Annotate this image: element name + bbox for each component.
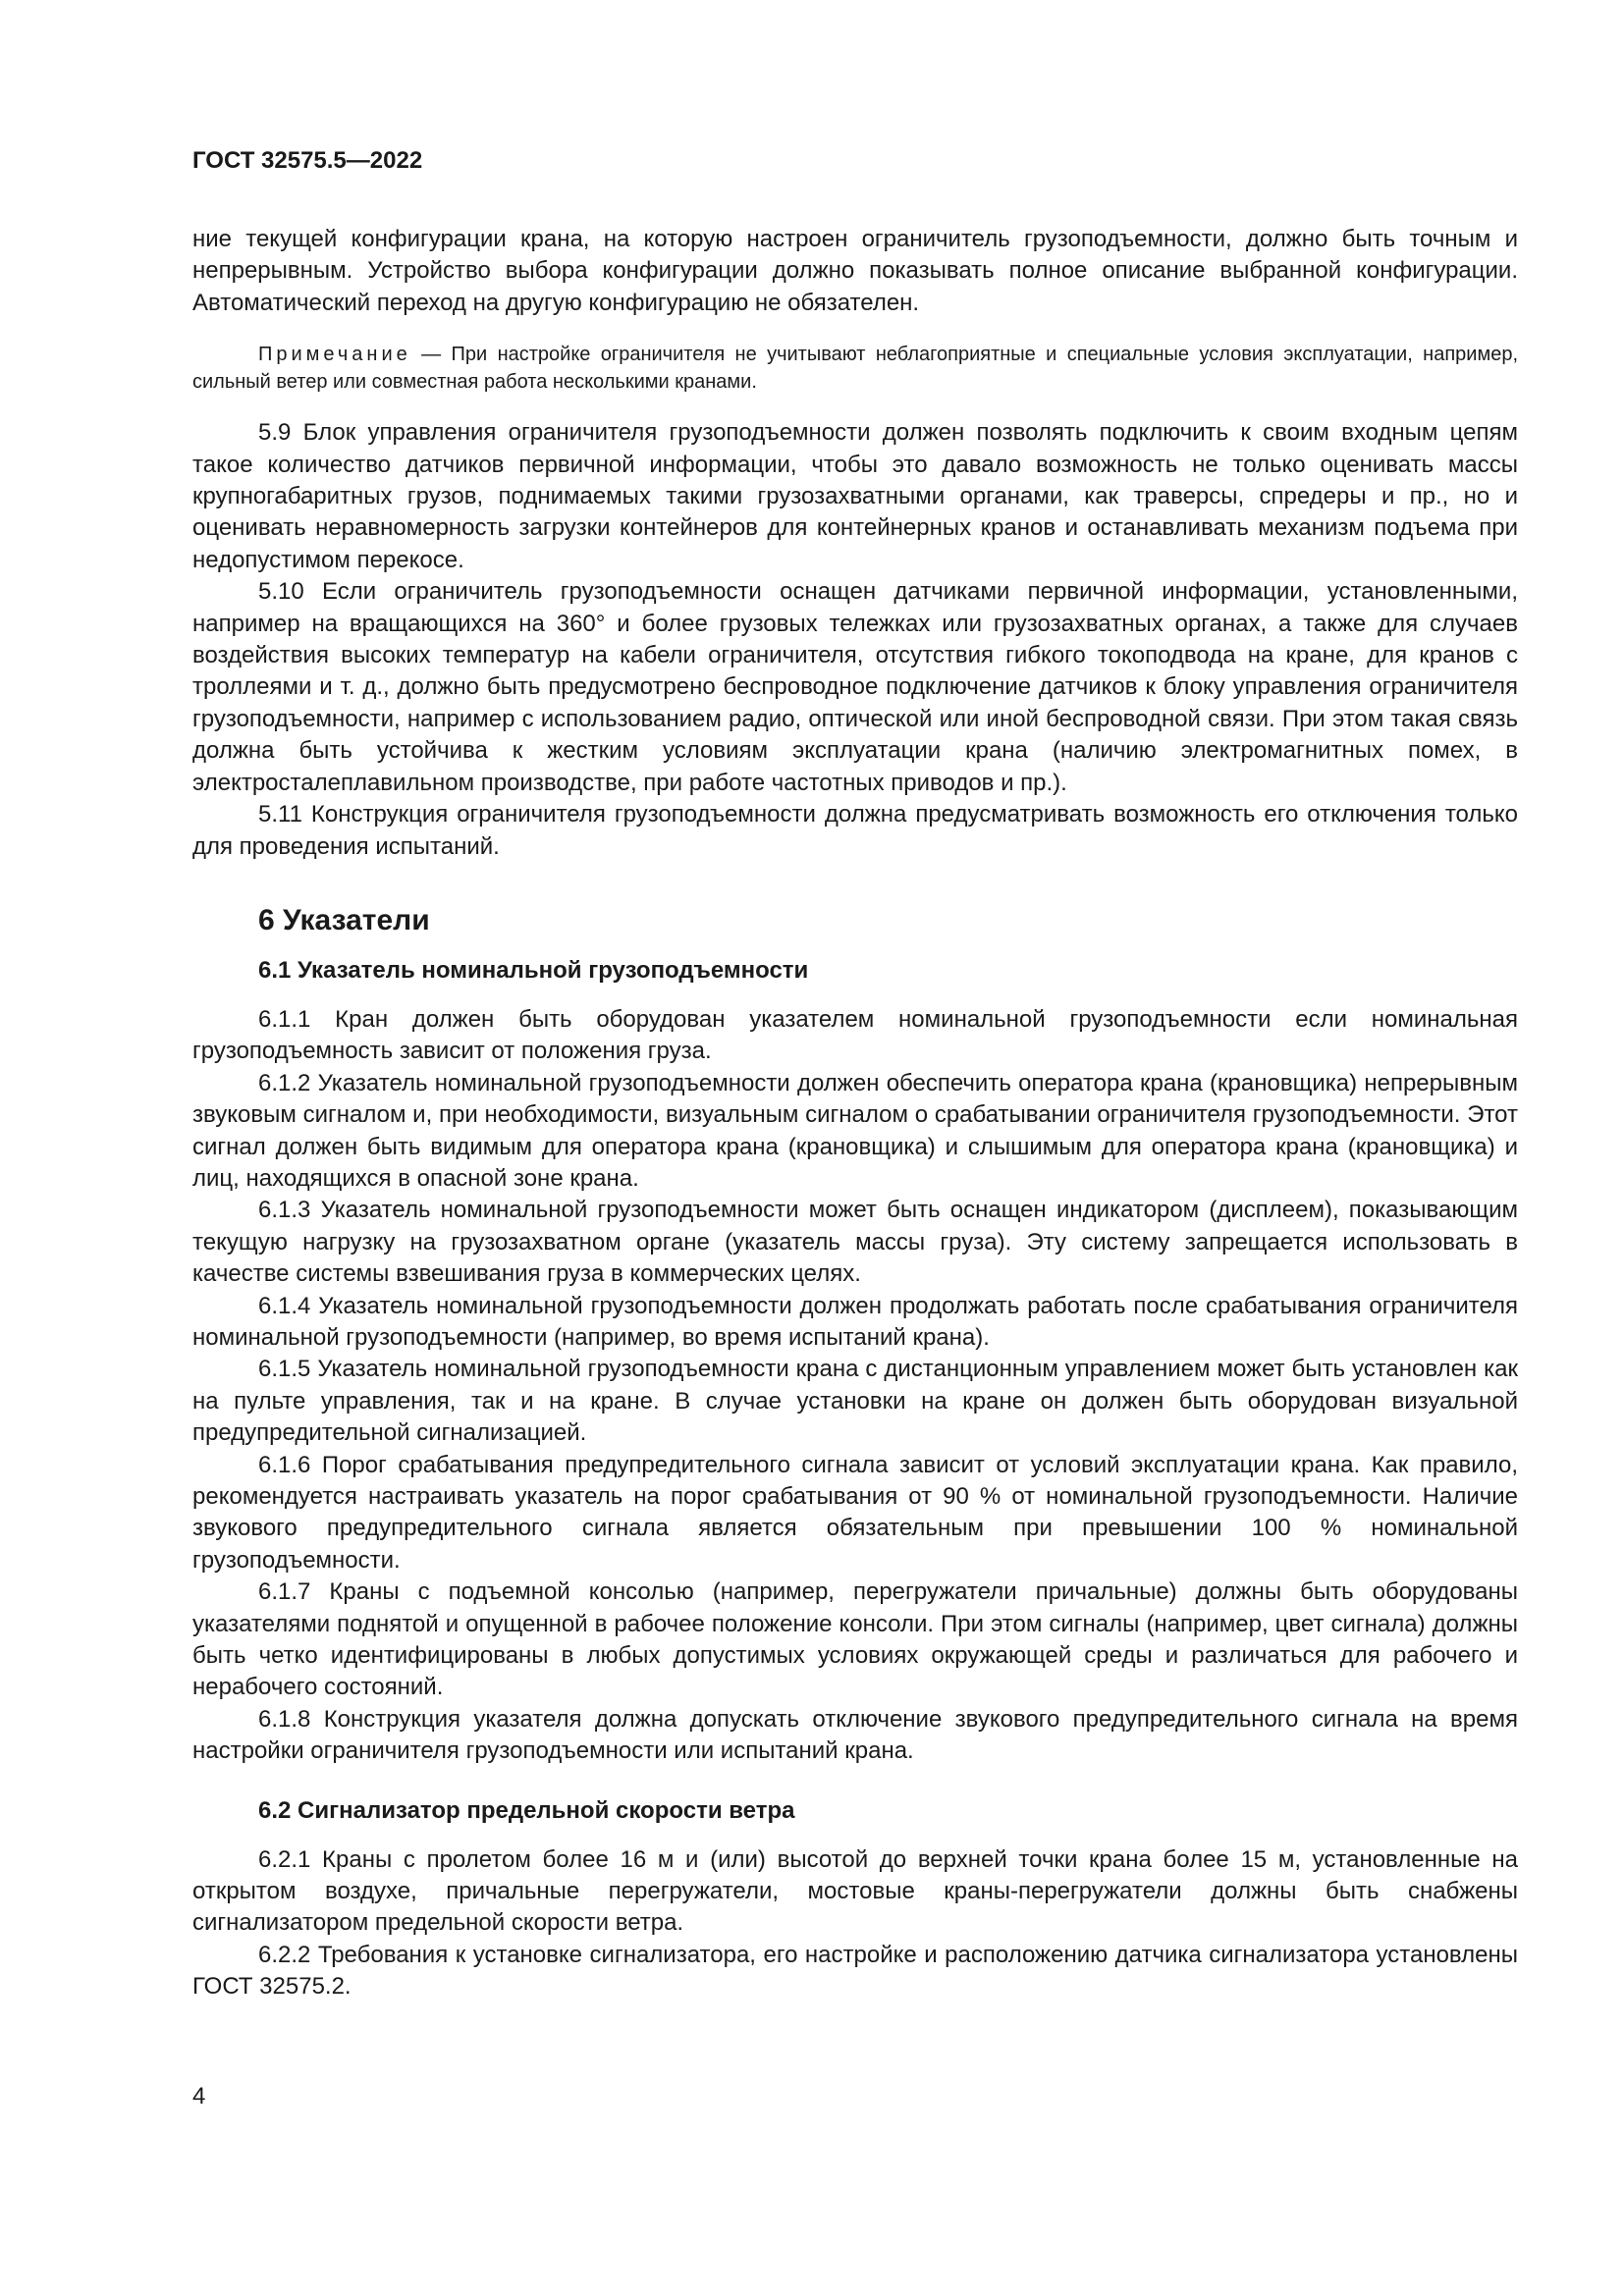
paragraph-5-10: 5.10 Если ограничитель грузоподъемности оснащен датчиками первичной информации, установленными, например на вращающихся на 360° и более грузовых тележках или грузозахватных органах, а также для случаев воздействия высоких температур на кабели ограничителя, отсутствия гибкого токоподвода на кране, для кранов с троллеями и т. д., должно быть предусмотрено беспроводное подключение датчиков к блоку управления ограничителя грузоподъемности, например с использованием радио, оптической или иной беспроводной связи. При этом такая связь должна быть устойчива к жестким условиям эксплуатации крана (наличию электромагнитных помех, в электросталеплавильном производстве, при работе частотных приводов и пр.). [192,578,1518,796]
paragraph-6-2-2: 6.2.2 Требования к установке сигнализатора, его настройке и расположению датчика сигнализатора установлены ГОСТ 32575.2. [192,1941,1518,2001]
paragraph-continuation: ние текущей конфигурации крана, на которую настроен ограничитель грузоподъемности, должно быть точным и непрерывным. Устройство выбора конфигурации должно показывать полное описание выбранной конфигурации. Автоматический переход на другую конфигурацию не обязателен. [192,226,1518,316]
paragraph-6-1-8: 6.1.8 Конструкция указателя должна допускать отключение звукового предупредительного сигнала на время настройки ограничителя грузоподъемности или испытаний крана. [192,1705,1518,1765]
paragraph-6-1-2: 6.1.2 Указатель номинальной грузоподъемности должен обеспечить оператора крана (крановщика) непрерывным звуковым сигналом и, при необходимости, визуальным сигналом о срабатывании ограничителя грузоподъемности. Этот сигнал должен быть видимым для оператора крана (крановщика) и слышимым для оператора крана (крановщика) и лиц, находящихся в опасной зоне крана. [192,1069,1518,1192]
document-header: ГОСТ 32575.5—2022 [192,147,423,174]
subsection-heading-6-1: 6.1 Указатель номинальной грузоподъемности [258,956,809,984]
note [192,341,1518,396]
paragraph-6-1-4: 6.1.4 Указатель номинальной грузоподъемности должен продолжать работать после срабатывания ограничителя номинальной грузоподъемности (например, во время испытаний крана). [192,1292,1518,1351]
paragraph-6-1-6: 6.1.6 Порог срабатывания предупредительного сигнала зависит от условий эксплуатации крана. Как правило, рекомендуется настраивать указатель на порог срабатывания от 90 % от номинальной грузоподъемности. Наличие звукового предупредительного сигнала является обязательным при превышении 100 % номинальной грузоподъемности. [192,1451,1518,1574]
note-label: Примечание [258,344,411,366]
page-number: 4 [192,2083,206,2109]
paragraph-6-2-1: 6.2.1 Краны с пролетом более 16 м и (или) высотой до верхней точки крана более 15 м, установленные на открытом воздухе, причальные перегружатели, мостовые краны-перегружатели должны быть снабжены сигнализатором предельной скорости ветра. [192,1845,1518,1937]
paragraph-6-1-1: 6.1.1 Кран должен быть оборудован указателем номинальной грузоподъемности если номинальная грузоподъемность зависит от положения груза. [192,1005,1518,1065]
paragraph-5-9: 5.9 Блок управления ограничителя грузоподъемности должен позволять подключить к своим входным цепям такое количество датчиков первичной информации, чтобы это давало возможность не только оценивать массы крупногабаритных грузов, поднимаемых такими грузозахватными органами, как траверсы, спредеры и пр., но и оценивать неравномерность загрузки контейнеров для контейнерных кранов и останавливать механизм подъема при недопустимом перекосе. [192,419,1518,573]
paragraph-5-11: 5.11 Конструкция ограничителя грузоподъемности должна предусматривать возможность его отключения только для проведения испытаний. [192,801,1518,860]
section-heading-6: 6 Указатели [258,903,430,936]
subsection-heading-6-2: 6.2 Сигнализатор предельной скорости ветра [258,1796,795,1824]
paragraph-6-1-7: 6.1.7 Краны с подъемной консолью (например, перегружатели причальные) должны быть оборудованы указателями поднятой и опущенной в рабочее положение консоли. При этом сигналы (например, цвет сигнала) должны быть четко идентифицированы в любых допустимых условиях окружающей среды и различаться для рабочего и нерабочего состояний. [192,1578,1518,1701]
paragraph-6-1-3: 6.1.3 Указатель номинальной грузоподъемности может быть оснащен индикатором (дисплеем), показывающим текущую нагрузку на грузозахватном органе (указатель массы груза). Эту систему запрещается использовать в качестве системы взвешивания груза в коммерческих целях. [192,1197,1518,1288]
page-body [192,224,1518,2003]
paragraph-6-1-5: 6.1.5 Указатель номинальной грузоподъемности крана с дистанционным управлением может быть установлен как на пульте управления, так и на кране. В случае установки на кране он должен быть оборудован визуальной предупредительной сигнализацией. [192,1356,1518,1447]
note-text: — При настройке ограничителя не учитывают неблагоприятные и специальные условия эксплуатации, например, сильный ветер или совместная работа несколькими кранами. [192,344,1518,394]
